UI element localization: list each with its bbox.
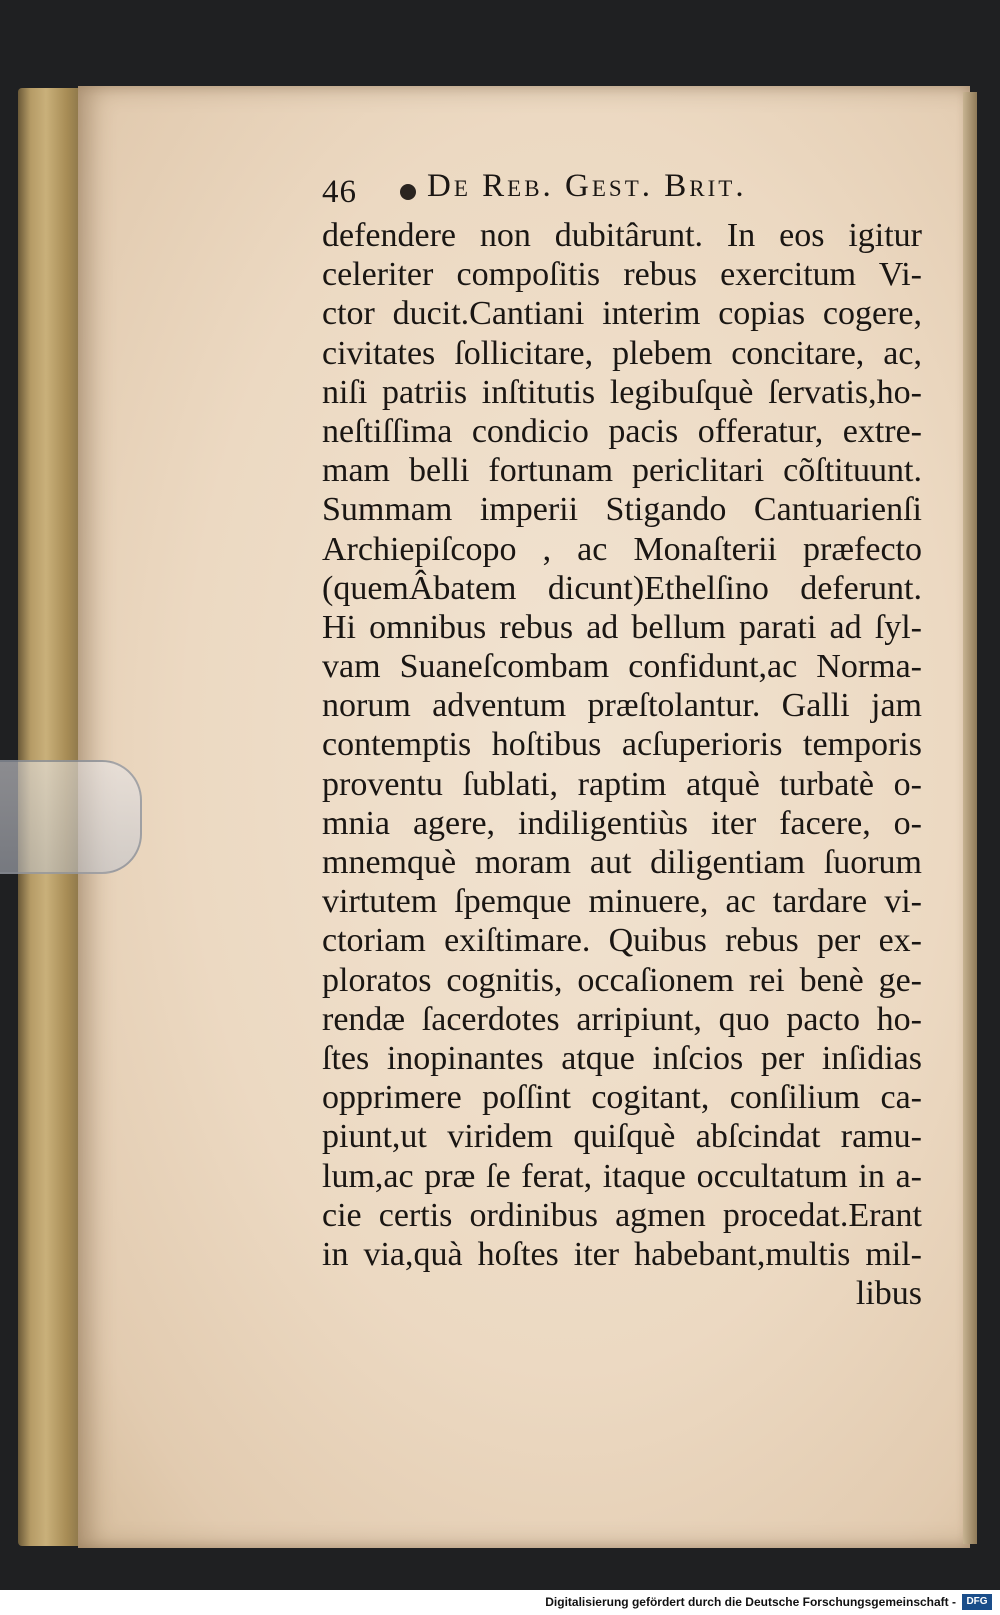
text-line: Summam imperii Stigando Cantuarienſi <box>322 491 922 529</box>
body-text <box>322 216 922 1313</box>
text-line: contemptis hoſtibus acſuperioris temporis <box>322 726 922 764</box>
text-line: celeriter compoſitis rebus exercitum Vi- <box>322 256 922 294</box>
page-number: 46 <box>322 174 357 210</box>
ink-blot-mark <box>400 184 416 200</box>
text-line: opprimere poſſint cogitant, conſilium ca- <box>322 1079 922 1117</box>
text-line: mnia agere, indiligentiùs iter facere, o- <box>322 804 922 842</box>
text-line: ſtes inopinantes atque inſcios per inſidias <box>322 1039 922 1077</box>
book-clip <box>0 760 142 874</box>
text-line: ctor ducit.Cantiani interim copias cogere, <box>322 295 922 333</box>
text-line: rendæ ſacerdotes arripiunt, quo pacto ho- <box>322 1000 922 1038</box>
catchword: libus <box>855 1275 922 1313</box>
footer-credit: Digitalisierung gefördert durch die Deutsche Forschungsgemeinschaft - <box>545 1595 956 1609</box>
page-right-edge <box>963 92 977 1544</box>
text-line: vam Suaneſcombam confidunt,ac Norma- <box>322 648 922 686</box>
text-line: proventu ſublati, raptim atquè turbatè o- <box>322 765 922 803</box>
running-title: De Reb. Gest. Brit. <box>427 168 747 204</box>
text-line: Hi omnibus rebus ad bellum parati ad ſyl- <box>322 608 922 646</box>
text-line: ploratos cognitis, occaſionem rei benè ge- <box>322 961 922 999</box>
text-line: ctoriam exiſtimare. Quibus rebus per ex- <box>322 922 922 960</box>
text-line: piunt,ut viridem quiſquè abſcindat ramu- <box>322 1118 922 1156</box>
text-line: civitates ſollicitare, plebem concitare, ac, <box>322 334 922 372</box>
text-line: mnemquè moram aut diligentiam ſuorum <box>322 844 922 881</box>
text-line: niſi patriis inſtitutis legibuſquè ſervatis,ho- <box>322 373 922 411</box>
text-line: Archiepiſcopo , ac Monaſterii præfecto <box>322 530 922 568</box>
text-line: (quemÂbatem dicunt)Ethelſino deferunt. <box>322 569 922 607</box>
text-line: norum adventum præſtolantur. Galli jam <box>322 687 922 725</box>
text-line: lum,ac præ ſe ferat, itaque occultatum in a- <box>322 1157 922 1195</box>
text-line: virtutem ſpemque minuere, ac tardare vi- <box>322 883 922 921</box>
text-line: cie certis ordinibus agmen procedat.Erant <box>322 1196 922 1234</box>
text-line: defendere non dubitârunt. In eos igitur <box>322 217 922 254</box>
page-header <box>322 168 922 218</box>
digitization-footer <box>0 1590 1000 1615</box>
text-line: neſtiſſima condicio pacis offeratur, extre- <box>322 412 922 450</box>
text-line: in via,quà hoſtes iter habebant,multis mil- <box>322 1235 922 1273</box>
text-line: mam belli fortunam periclitari cõſtituunt. <box>322 452 922 490</box>
dfg-logo: DFG <box>962 1594 992 1610</box>
